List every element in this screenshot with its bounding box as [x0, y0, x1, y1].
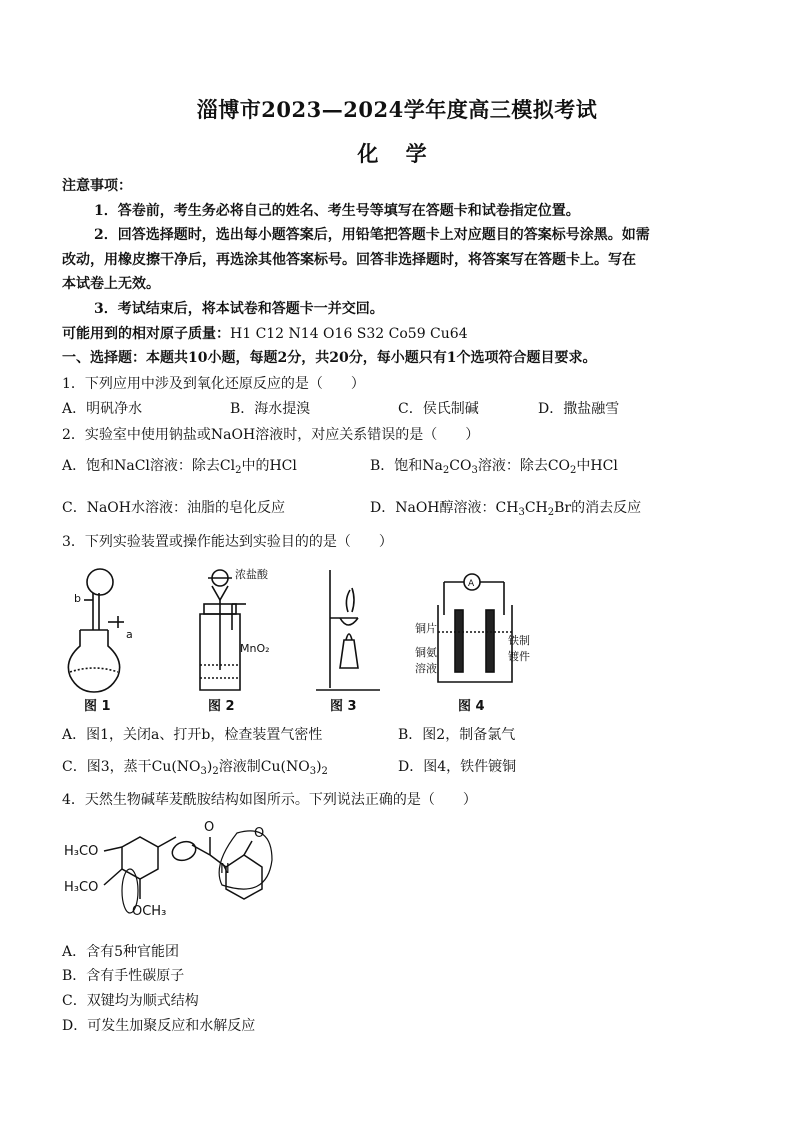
- q2-option-a: A．饱和NaCl溶液：除去$Cl_2$中的HCl: [62, 458, 297, 476]
- q4-option-c: C．双键均为顺式结构: [62, 993, 199, 1009]
- label-cu-ammonia-1: 铜氨: [415, 646, 437, 659]
- label-conc-hcl: 浓盐酸: [235, 568, 268, 581]
- methoxy-2: H₃CO: [64, 880, 99, 895]
- q1-option-c: C．侯氏制碱: [398, 401, 479, 417]
- methoxy-3: OCH₃: [132, 904, 167, 919]
- subject-title: 化 学: [357, 141, 437, 166]
- label-a: a: [126, 628, 133, 641]
- atomic-mass-label: 可能用到的相对原子质量：: [62, 326, 230, 342]
- figure-2-apparatus: [200, 570, 246, 690]
- figure-4-apparatus: [438, 574, 512, 682]
- methoxy-1: H₃CO: [64, 844, 99, 859]
- q2-option-c: C．NaOH水溶液：油脂的皂化反应: [62, 500, 285, 516]
- figure-2-caption: 图 2: [208, 699, 235, 714]
- q2-option-d: D．NaOH醇溶液：$CH_3CH_2Br$的消去反应: [370, 500, 642, 518]
- label-iron-part-1: 铁制: [508, 634, 530, 647]
- q3-option-a: A．图1，关闭a、打开b，检查装置气密性: [62, 727, 323, 743]
- amide-nitrogen: N: [220, 862, 230, 877]
- carbonyl-oxygen-2: O: [254, 826, 265, 841]
- q3-option-c: C．图3，蒸干$Cu(NO_3)_2$溶液制$Cu(NO_3)_2$: [62, 759, 328, 777]
- notice-heading: 注意事项：: [62, 178, 132, 194]
- q4-option-b: B．含有手性碳原子: [62, 968, 185, 984]
- q1-option-a: A．明矾净水: [62, 401, 143, 417]
- q4-stem: 4．天然生物碱荜茇酰胺结构如图所示。下列说法正确的是（ ）: [62, 792, 477, 808]
- q1-option-b: B．海水提溴: [230, 401, 311, 417]
- notice-item-3: 3．考试结束后，将本试卷和答题卡一并交回。: [94, 301, 384, 317]
- label-mno2: MnO₂: [240, 642, 270, 655]
- exam-title: 淄博市2023—2024学年度高三模拟考试: [196, 97, 598, 122]
- atomic-mass-line: [62, 323, 468, 343]
- atomic-mass-values: H1 C12 N14 O16 S32 Co59 Cu64: [230, 326, 468, 342]
- notice-item-2b: 改动，用橡皮擦干净后，再选涂其他答案标号。回答非选择题时，将答案写在答题卡上。写在: [62, 252, 636, 268]
- q3-option-d: D．图4，铁件镀铜: [398, 759, 517, 775]
- label-ammeter: A: [468, 579, 475, 589]
- q1-stem: 1．下列应用中涉及到氧化还原反应的是（ ）: [62, 376, 365, 392]
- label-b: b: [74, 592, 81, 605]
- q4-option-d: D．可发生加聚反应和水解反应: [62, 1018, 256, 1034]
- figure-3-caption: 图 3: [330, 699, 357, 714]
- q3-option-b: B．图2，制备氯气: [398, 727, 516, 743]
- label-copper-plate: 铜片: [415, 622, 437, 635]
- notice-item-1: 1．答卷前，考生务必将自己的姓名、考生号等填写在答题卡和试卷指定位置。: [94, 203, 580, 219]
- q1-option-d: D．撒盐融雪: [538, 401, 620, 417]
- notice-item-2a: 2．回答选择题时，选出每小题答案后，用铅笔把答题卡上对应题目的答案标号涂黑。如需: [94, 227, 650, 243]
- carbonyl-oxygen-1: O: [204, 820, 215, 835]
- q3-apparatus-figures: [60, 560, 540, 715]
- q4-option-a: A．含有5种官能团: [62, 944, 180, 960]
- q3-stem: 3．下列实验装置或操作能达到实验目的的是（ ）: [62, 534, 393, 550]
- section-1-heading: 一、选择题：本题共10小题，每题2分，共20分，每小题只有1个选项符合题目要求。: [62, 350, 597, 366]
- q4-structure-diagram: [62, 815, 302, 925]
- label-iron-part-2: 镀件: [508, 650, 530, 663]
- label-cu-ammonia-2: 溶液: [415, 662, 437, 675]
- figure-4-caption: 图 4: [458, 699, 485, 714]
- figure-1-caption: 图 1: [84, 699, 111, 714]
- figure-1-apparatus: [68, 569, 124, 692]
- notice-item-2c: 本试卷上无效。: [62, 276, 160, 292]
- figure-3-apparatus: [316, 570, 380, 690]
- q2-option-b: B．饱和$Na_2CO_3$溶液：除去$CO_2$中HCl: [370, 458, 618, 476]
- q2-stem: 2．实验室中使用钠盐或NaOH溶液时，对应关系错误的是（ ）: [62, 427, 480, 443]
